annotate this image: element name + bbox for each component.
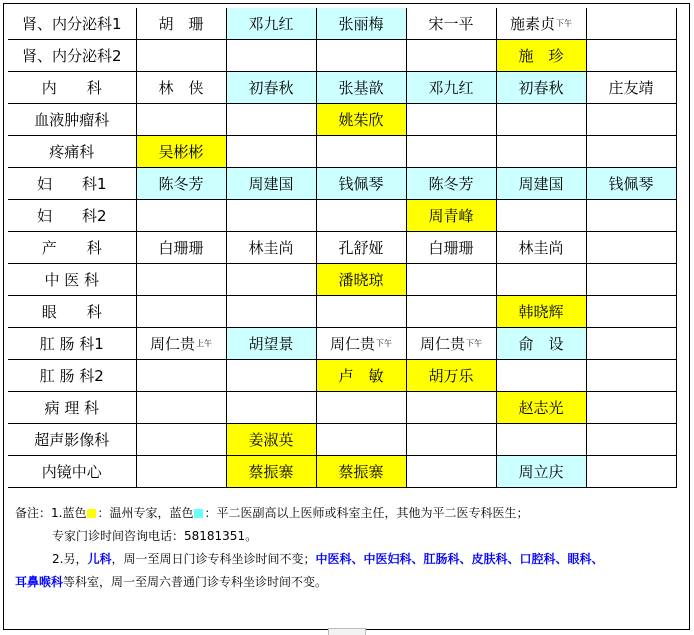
doctor-cell (406, 136, 496, 168)
doctor-cell (226, 104, 316, 136)
doctor-name: 施素贞 (509, 14, 555, 33)
table-row (8, 200, 676, 232)
doctor-cell (406, 360, 496, 392)
table-row (8, 392, 676, 424)
doctor-name: 俞 设 (518, 334, 564, 353)
doctor-name: 胡万乐 (428, 366, 474, 385)
doctor-cell (316, 8, 406, 40)
table-row (8, 40, 676, 72)
doctor-cell (586, 264, 676, 296)
note-1-middle: ：温州专家，蓝色 (97, 506, 194, 520)
doctor-name: 赵志光 (518, 398, 564, 417)
doctor-cell (226, 136, 316, 168)
doctor-cell (136, 328, 226, 360)
doctor-cell (316, 136, 406, 168)
doctor-name: 钱佩琴 (608, 174, 654, 193)
department-cell: 肛 肠 科2 (8, 360, 136, 392)
doctor-cell (496, 360, 586, 392)
doctor-cell (226, 456, 316, 488)
doctor-cell (226, 328, 316, 360)
doctor-name: 林 侠 (158, 78, 204, 97)
doctor-cell (496, 136, 586, 168)
doctor-cell (586, 136, 676, 168)
department-cell: 肾、内分泌科2 (8, 40, 136, 72)
doctor-cell (136, 8, 226, 40)
note-2-middle: ，周一至周日门诊专科坐诊时间不变； (111, 552, 316, 566)
doctor-cell (406, 232, 496, 264)
doctor-cell (586, 72, 676, 104)
doctor-cell (586, 328, 676, 360)
doctor-cell (496, 8, 586, 40)
doctor-cell (406, 328, 496, 360)
doctor-name: 初春秋 (248, 78, 294, 97)
doctor-cell (406, 8, 496, 40)
doctor-cell (136, 392, 226, 424)
doctor-name: 胡望景 (248, 334, 294, 353)
doctor-cell (136, 40, 226, 72)
doctor-name: 周立庆 (518, 462, 564, 481)
table-row (8, 328, 676, 360)
doctor-name: 周仁贵 (329, 334, 375, 353)
notes-section (15, 502, 687, 594)
doctor-cell (586, 392, 676, 424)
doctor-name: 钱佩琴 (338, 174, 384, 193)
doctor-cell (586, 296, 676, 328)
table-row (8, 360, 676, 392)
doctor-cell (406, 168, 496, 200)
doctor-cell (406, 424, 496, 456)
note-1-suffix: ：平二医副高以上医师或科室主任，其他为平二医专科医生； (204, 506, 529, 520)
departments-emphasis: 中医科、中医妇科、肛肠科、皮肤科、口腔科、眼科、 (315, 552, 604, 566)
yellow-swatch (87, 509, 96, 518)
doctor-cell (586, 360, 676, 392)
clinic-schedule-table (8, 8, 677, 488)
doctor-cell (316, 72, 406, 104)
doctor-cell (136, 424, 226, 456)
table-row (8, 8, 676, 40)
doctor-cell (586, 104, 676, 136)
doctor-cell (496, 296, 586, 328)
doctor-name: 白珊珊 (158, 238, 204, 257)
doctor-cell (406, 104, 496, 136)
note-1-prefix: 备注：1.蓝色 (15, 506, 87, 520)
doctor-name: 蔡振寨 (338, 462, 384, 481)
doctor-cell (496, 232, 586, 264)
note-2-prefix: 2.另， (52, 552, 88, 566)
doctor-cell (136, 136, 226, 168)
table-row (8, 168, 676, 200)
doctor-cell (316, 424, 406, 456)
doctor-cell (586, 424, 676, 456)
doctor-cell (226, 232, 316, 264)
doctor-cell (496, 424, 586, 456)
doctor-cell (586, 168, 676, 200)
table-row (8, 136, 676, 168)
doctor-cell (496, 40, 586, 72)
table-row (8, 232, 676, 264)
doctor-cell (136, 232, 226, 264)
doctor-name: 林圭尚 (518, 238, 564, 257)
department-cell: 疼痛科 (8, 136, 136, 168)
doctor-name: 林圭尚 (248, 238, 294, 257)
note-line-1 (15, 502, 687, 525)
department-cell: 血液肿瘤科 (8, 104, 136, 136)
doctor-name: 蔡振寨 (248, 462, 294, 481)
department-cell: 中 医 科 (8, 264, 136, 296)
doctor-cell (226, 392, 316, 424)
note-line-4 (15, 571, 687, 594)
doctor-cell (316, 104, 406, 136)
doctor-cell (496, 104, 586, 136)
table-row (8, 296, 676, 328)
doctor-cell (316, 360, 406, 392)
doctor-cell (226, 360, 316, 392)
doctor-name: 陈冬芳 (158, 174, 204, 193)
doctor-cell (496, 264, 586, 296)
doctor-name: 张基歆 (338, 78, 384, 97)
department-cell: 超声影像科 (8, 424, 136, 456)
doctor-name: 周建国 (248, 174, 294, 193)
doctor-name: 周青峰 (428, 206, 474, 225)
doctor-cell (136, 168, 226, 200)
doctor-name: 初春秋 (518, 78, 564, 97)
session-note: 下午 (556, 18, 572, 28)
doctor-cell (136, 296, 226, 328)
doctor-cell (136, 72, 226, 104)
doctor-cell (226, 168, 316, 200)
doctor-cell (316, 200, 406, 232)
department-cell: 眼 科 (8, 296, 136, 328)
doctor-cell (406, 392, 496, 424)
doctor-cell (226, 424, 316, 456)
doctor-name: 姚茱欣 (338, 110, 384, 129)
department-cell: 内 科 (8, 72, 136, 104)
session-note: 下午 (466, 338, 482, 348)
department-cell: 产 科 (8, 232, 136, 264)
doctor-cell (586, 40, 676, 72)
department-cell: 肾、内分泌科1 (8, 8, 136, 40)
doctor-cell (136, 456, 226, 488)
doctor-cell (316, 296, 406, 328)
doctor-name: 孔舒娅 (338, 238, 384, 257)
note-line-2 (15, 525, 687, 548)
doctor-cell (496, 392, 586, 424)
session-note: 下午 (376, 338, 392, 348)
doctor-name: 周仁贵 (419, 334, 465, 353)
doctor-name: 宋一平 (428, 14, 474, 33)
doctor-cell (586, 232, 676, 264)
note-line-3 (15, 548, 687, 571)
doctor-cell (136, 360, 226, 392)
table-row (8, 104, 676, 136)
consult-phone-text: 专家门诊时间咨询电话：58181351。 (52, 529, 258, 543)
doctor-cell (226, 72, 316, 104)
table-row (8, 72, 676, 104)
doctor-cell (406, 40, 496, 72)
doctor-cell (406, 200, 496, 232)
pediatrics-emphasis: 儿科 (87, 552, 112, 566)
doctor-cell (226, 8, 316, 40)
doctor-cell (406, 72, 496, 104)
doctor-name: 邓九红 (428, 78, 474, 97)
doctor-cell (226, 40, 316, 72)
doctor-name: 周仁贵 (149, 334, 195, 353)
doctor-cell (226, 296, 316, 328)
doctor-cell (316, 264, 406, 296)
doctor-cell (496, 456, 586, 488)
doctor-cell (586, 8, 676, 40)
doctor-cell (316, 232, 406, 264)
doctor-name: 吴彬彬 (158, 142, 204, 161)
table-row (8, 456, 676, 488)
note-2-suffix: 等科室，周一至周六普通门诊专科坐诊时间不变。 (63, 575, 328, 589)
doctor-cell (496, 72, 586, 104)
doctor-name: 周建国 (518, 174, 564, 193)
table-row (8, 264, 676, 296)
doctor-name: 张丽梅 (338, 14, 384, 33)
doctor-cell (496, 168, 586, 200)
cyan-swatch (194, 509, 203, 518)
doctor-cell (316, 168, 406, 200)
schedule-sheet (3, 3, 690, 630)
doctor-cell (316, 40, 406, 72)
doctor-cell (316, 392, 406, 424)
department-cell: 内镜中心 (8, 456, 136, 488)
doctor-name: 潘晓琼 (338, 270, 384, 289)
doctor-cell (136, 264, 226, 296)
doctor-cell (316, 328, 406, 360)
doctor-name: 施 珍 (518, 46, 564, 65)
doctor-cell (226, 264, 316, 296)
doctor-cell (406, 296, 496, 328)
doctor-cell (586, 456, 676, 488)
doctor-name: 邓九红 (248, 14, 294, 33)
table-row (8, 424, 676, 456)
doctor-cell (316, 456, 406, 488)
doctor-cell (406, 456, 496, 488)
doctor-name: 庄友靖 (608, 78, 654, 97)
session-note: 上午 (196, 338, 212, 348)
doctor-name: 陈冬芳 (428, 174, 474, 193)
doctor-name: 韩晓辉 (518, 302, 564, 321)
doctor-cell (136, 200, 226, 232)
doctor-cell (406, 264, 496, 296)
department-cell: 妇 科1 (8, 168, 136, 200)
doctor-cell (586, 200, 676, 232)
doctor-name: 姜淑英 (248, 430, 294, 449)
doctor-cell (136, 104, 226, 136)
department-cell: 肛 肠 科1 (8, 328, 136, 360)
department-cell: 妇 科2 (8, 200, 136, 232)
doctor-cell (226, 200, 316, 232)
doctor-name: 胡 珊 (158, 14, 204, 33)
doctor-cell (496, 328, 586, 360)
ent-emphasis: 耳鼻喉科 (15, 575, 64, 589)
doctor-cell (496, 200, 586, 232)
doctor-name: 白珊珊 (428, 238, 474, 257)
department-cell: 病 理 科 (8, 392, 136, 424)
doctor-name: 卢 敏 (338, 366, 384, 385)
